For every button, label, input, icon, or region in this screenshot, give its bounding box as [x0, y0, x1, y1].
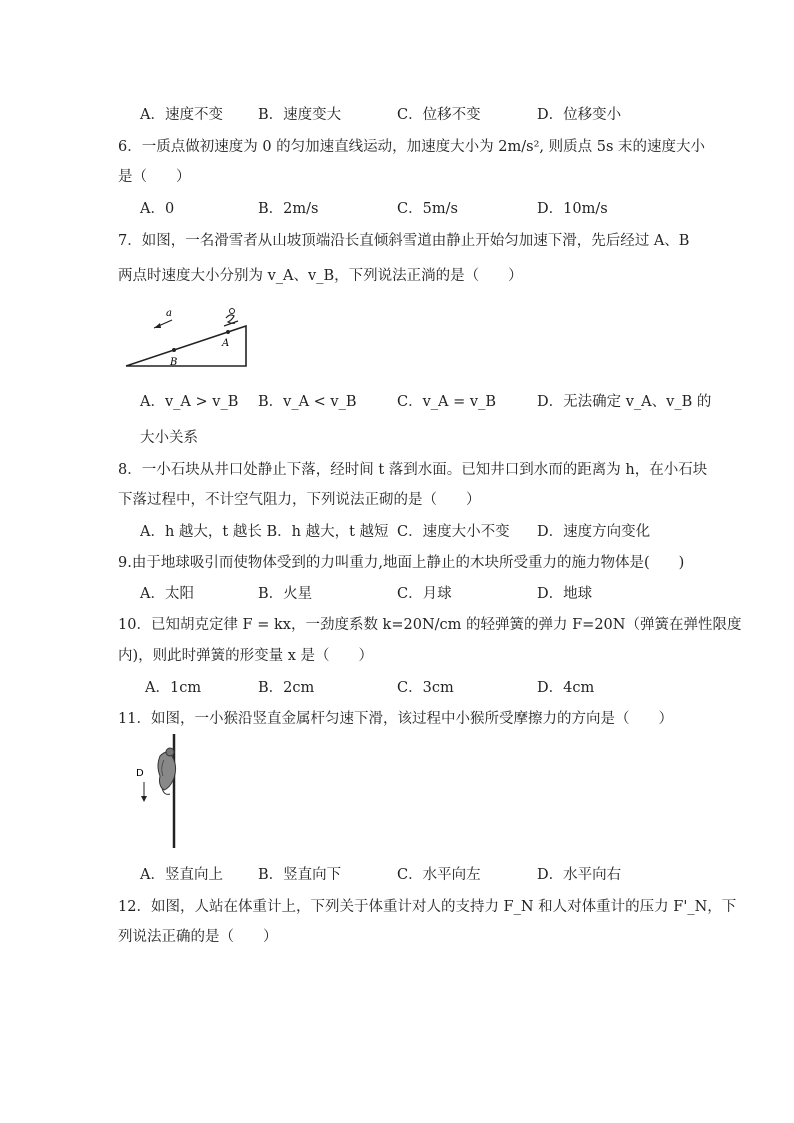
- q6-stem-line2: 是（ ）: [118, 169, 191, 185]
- label-point-b: B: [170, 357, 178, 368]
- q6-option-a: A．0: [140, 201, 175, 217]
- q7-option-d: D．无法确定 v_A、v_B 的: [537, 394, 712, 410]
- q5-option-c: C．位移不变: [397, 107, 481, 123]
- q10-option-c: C．3cm: [397, 680, 454, 696]
- q10-stem-line2: 内)，则此时弹簧的形变量 x 是（ ）: [118, 648, 374, 664]
- q9-option-b: B．火星: [258, 586, 313, 602]
- label-direction: D: [136, 768, 144, 779]
- q10-stem-line1: 10．已知胡克定律 F = kx，一劲度系数 k=20N/cm 的轻弹簧的弹力 F=20N（弹簧在弹性限度: [118, 617, 742, 633]
- q9-option-d: D．地球: [537, 586, 593, 602]
- q11-option-c: C．水平向左: [397, 867, 481, 883]
- q7-option-a: A．v_A > v_B: [140, 394, 239, 410]
- q12-stem-line2: 列说法正确的是（ ）: [118, 929, 278, 945]
- q11-option-d: D．水平向右: [537, 867, 622, 883]
- q10-option-d: D．4cm: [537, 680, 595, 696]
- monkey-pole-figure: [130, 730, 190, 850]
- q7-stem-line2: 两点时速度大小分别为 v_A、v_B，下列说法正淌的是（ ）: [118, 268, 523, 284]
- ski-slope-figure: [122, 298, 252, 373]
- q6-stem-line1: 6．一质点做初速度为 0 的匀加速直线运动，加速度大小为 2m/s², 则质点 5s 末的速度大小: [118, 139, 705, 155]
- q9-stem-line1: 9.由于地球吸引而使物体受到的力叫重力,地面上静止的木块所受重力的施力物体是( ): [118, 555, 685, 571]
- skier-icon: [224, 309, 238, 327]
- q8-option-ab: A．h 越大，t 越长 B．h 越大，t 越短: [140, 524, 389, 540]
- q7-option-d-continued: 大小关系: [140, 430, 198, 446]
- label-acceleration: a: [166, 308, 172, 319]
- q8-option-d: D．速度方向变化: [537, 524, 651, 540]
- q8-stem-line1: 8．一小石块从井口处静止下落，经时间 t 落到水面。已知井口到水而的距离为 h，在小石块: [118, 462, 708, 478]
- q10-option-b: B．2cm: [258, 680, 315, 696]
- q8-stem-line2: 下落过程中，不计空气阻力，下列说法正砌的是（ ）: [118, 492, 481, 508]
- q12-stem-line1: 12．如图，人站在体重计上，下列关于体重计对人的支持力 F_N 和人对体重计的压力 F'_N，下: [118, 899, 737, 915]
- q9-option-c: C．月球: [397, 586, 452, 602]
- q7-stem-line1: 7．如图，一名滑雪者从山坡顶端沿长直倾斜雪道由静止开始匀加速下滑，先后经过 A、B: [118, 233, 690, 249]
- q11-stem-line1: 11．如图，一小猴沿竖直金属杆匀速下滑，该过程中小猴所受摩擦力的方向是（ ）: [118, 711, 673, 727]
- q7-option-b: B．v_A < v_B: [258, 394, 357, 410]
- q10-option-a: A．1cm: [145, 680, 202, 696]
- label-point-a: A: [222, 338, 230, 349]
- q6-option-d: D．10m/s: [537, 201, 608, 217]
- q5-option-a: A．速度不变: [140, 107, 223, 123]
- q6-option-c: C．5m/s: [397, 201, 458, 217]
- q11-option-a: A．竖直向上: [140, 867, 223, 883]
- q7-option-c: C．v_A = v_B: [397, 394, 496, 410]
- q6-option-b: B．2m/s: [258, 201, 319, 217]
- q5-option-d: D．位移变小: [537, 107, 622, 123]
- q11-option-b: B．竖直向下: [258, 867, 342, 883]
- q9-option-a: A．太阳: [140, 586, 194, 602]
- q8-option-c: C．速度大小不变: [397, 524, 510, 540]
- q5-option-b: B．速度变大: [258, 107, 342, 123]
